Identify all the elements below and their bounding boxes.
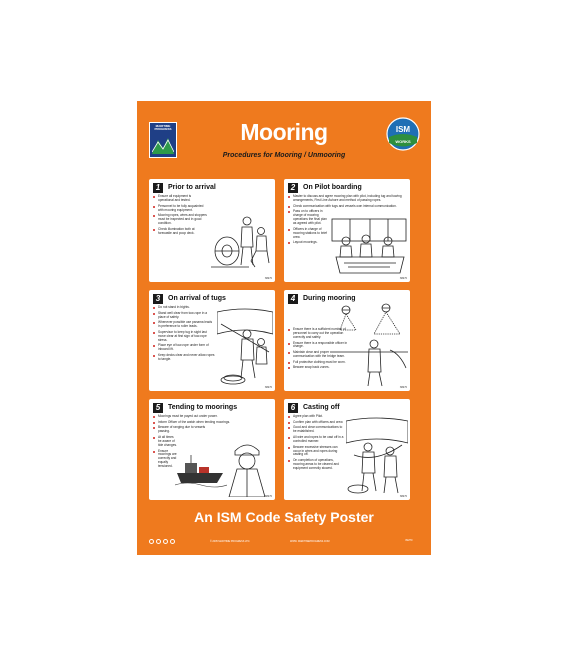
list-item: Moorings must be payed out under power.	[153, 415, 271, 419]
list-item: Beware snap back zones.	[288, 366, 350, 370]
list-item: Ensure there is a sufficient number of personnel to carry out the operation correctly and safely.	[288, 328, 350, 340]
panel-title: On arrival of tugs	[168, 295, 226, 302]
poster-title: Mooring	[240, 119, 328, 145]
list-item: Layout moorings.	[288, 241, 406, 245]
panel-code: ISM70	[264, 495, 272, 498]
panel-number: 1	[153, 183, 163, 193]
list-item: All wire and ropes to be cast off in a controlled manner.	[288, 436, 346, 444]
logo-left-text: MARITIME PROGRESS	[154, 124, 172, 131]
list-item: Ensure moorings are correctly and equally tensioned.	[153, 450, 178, 470]
panel-casting-off	[284, 399, 410, 500]
casting-off-crew-illustration	[346, 415, 408, 497]
bullet-list	[288, 415, 346, 473]
panel-number: 4	[288, 294, 298, 304]
list-item: Good and clear communications to be established.	[288, 426, 346, 434]
list-item: Maintain clear and proper communication with the bridge team.	[288, 351, 350, 359]
footer-copyright: © 2005 MARITIME PROGRESS LTD.	[210, 540, 250, 543]
panel-number: 2	[288, 183, 298, 193]
footer-code: ISM70	[405, 539, 413, 542]
list-item: Agree plan with Pilot.	[288, 415, 346, 419]
panel-prior-to-arrival	[149, 179, 275, 282]
list-item: At all times be aware of tide changes.	[153, 436, 178, 448]
footer-circle-icon	[149, 539, 154, 544]
list-item: Inform Officer of the watch when tending moorings.	[153, 421, 271, 425]
list-item: Check illumination both at forecastle and poop deck.	[153, 228, 207, 236]
list-item: Confirm plan with officers and crew.	[288, 421, 346, 425]
safety-poster	[137, 101, 431, 555]
list-item: Beware excessive stresses can occur in wires and ropes during casting off.	[288, 446, 346, 458]
footer-circle-icon	[156, 539, 161, 544]
panel-number: 3	[153, 294, 163, 304]
panel-code: ISM70	[264, 386, 272, 389]
list-item: Place eye of tow-rope under form of inboard lift.	[153, 344, 215, 352]
footer-icons	[149, 539, 175, 544]
list-item: Pass on to officers in charge of mooring operations the final plan as agreed with pilot.	[288, 210, 328, 226]
list-item: Stand well clear from tow-rope in a place of safety.	[153, 312, 215, 320]
tug-line-handling-illustration	[217, 304, 273, 388]
list-item: Supervisor to keep tug in sight last move clear at first sign of tow-rope stress.	[153, 331, 215, 343]
list-item: Whenever possible use panama leads in preference to roller leads.	[153, 321, 215, 329]
panel-on-pilot-boarding	[284, 179, 410, 282]
panel-tending-to-moorings	[149, 399, 275, 500]
crew-inspecting-winch-illustration	[209, 211, 273, 277]
list-item: Ensure there is a responsible officer in charge.	[288, 342, 350, 350]
panel-title: During mooring	[303, 295, 356, 302]
officer-watching-illustration	[223, 439, 273, 497]
bullet-list	[153, 195, 207, 237]
footer-circle-icon	[170, 539, 175, 544]
panel-on-arrival-of-tugs	[149, 290, 275, 391]
footer-website: WWW. MARITIMEPROGRESS.COM	[290, 540, 330, 543]
list-item: Full protective clothing must be worn.	[288, 361, 350, 365]
list-item: Keep decks clear and never allow ropes to tangle.	[153, 354, 215, 362]
list-item: Master to discuss and agree mooring plan with pilot, including tug and towing arrangements, First Line Ashore and method of passing ropes.	[288, 195, 406, 203]
list-item: On completion of operations, mooring areas to be cleared and equipment correctly stowed.	[288, 459, 346, 471]
panel-code: ISM70	[399, 277, 407, 280]
panel-title: Prior to arrival	[168, 184, 216, 191]
panel-number: 6	[288, 403, 298, 413]
panel-number: 5	[153, 403, 163, 413]
poster-subtitle: Procedures for Mooring / Unmooring	[222, 152, 346, 159]
footer-title: An ISM Code Safety Poster	[194, 509, 374, 525]
list-item: Personnel to be fully acquainted with mooring equipment.	[153, 205, 207, 213]
panel-title: On Pilot boarding	[303, 184, 362, 191]
list-item: Ensure all equipment is operational and tested.	[153, 195, 207, 203]
bridge-meeting-illustration	[330, 217, 408, 277]
panel-title: Casting off	[303, 404, 340, 411]
panel-code: ISM70	[399, 495, 407, 498]
panel-code: ISM70	[264, 277, 272, 280]
list-item: Beware of ranging due to vessels passing.	[153, 426, 213, 434]
panel-title: Tending to moorings	[168, 404, 238, 411]
panel-during-mooring	[284, 290, 410, 391]
list-item: Check communication with tugs and vessels own internal communication.	[288, 205, 406, 209]
list-item: Do not stand in bights.	[153, 306, 215, 310]
passing-vessel-illustration	[175, 451, 227, 491]
list-item: Mooring ropes, wires and stoppers must be inspected and in good condition.	[153, 214, 207, 226]
works-logo-text: WORKS	[395, 139, 411, 144]
bullet-list	[153, 306, 215, 364]
footer-circle-icon	[163, 539, 168, 544]
ism-logo-text: ISM	[395, 125, 411, 134]
list-item: Officers in charge of mooring stations to brief crew.	[288, 228, 328, 240]
panel-code: ISM70	[399, 386, 407, 389]
snap-back-zone-illustration	[330, 294, 408, 388]
